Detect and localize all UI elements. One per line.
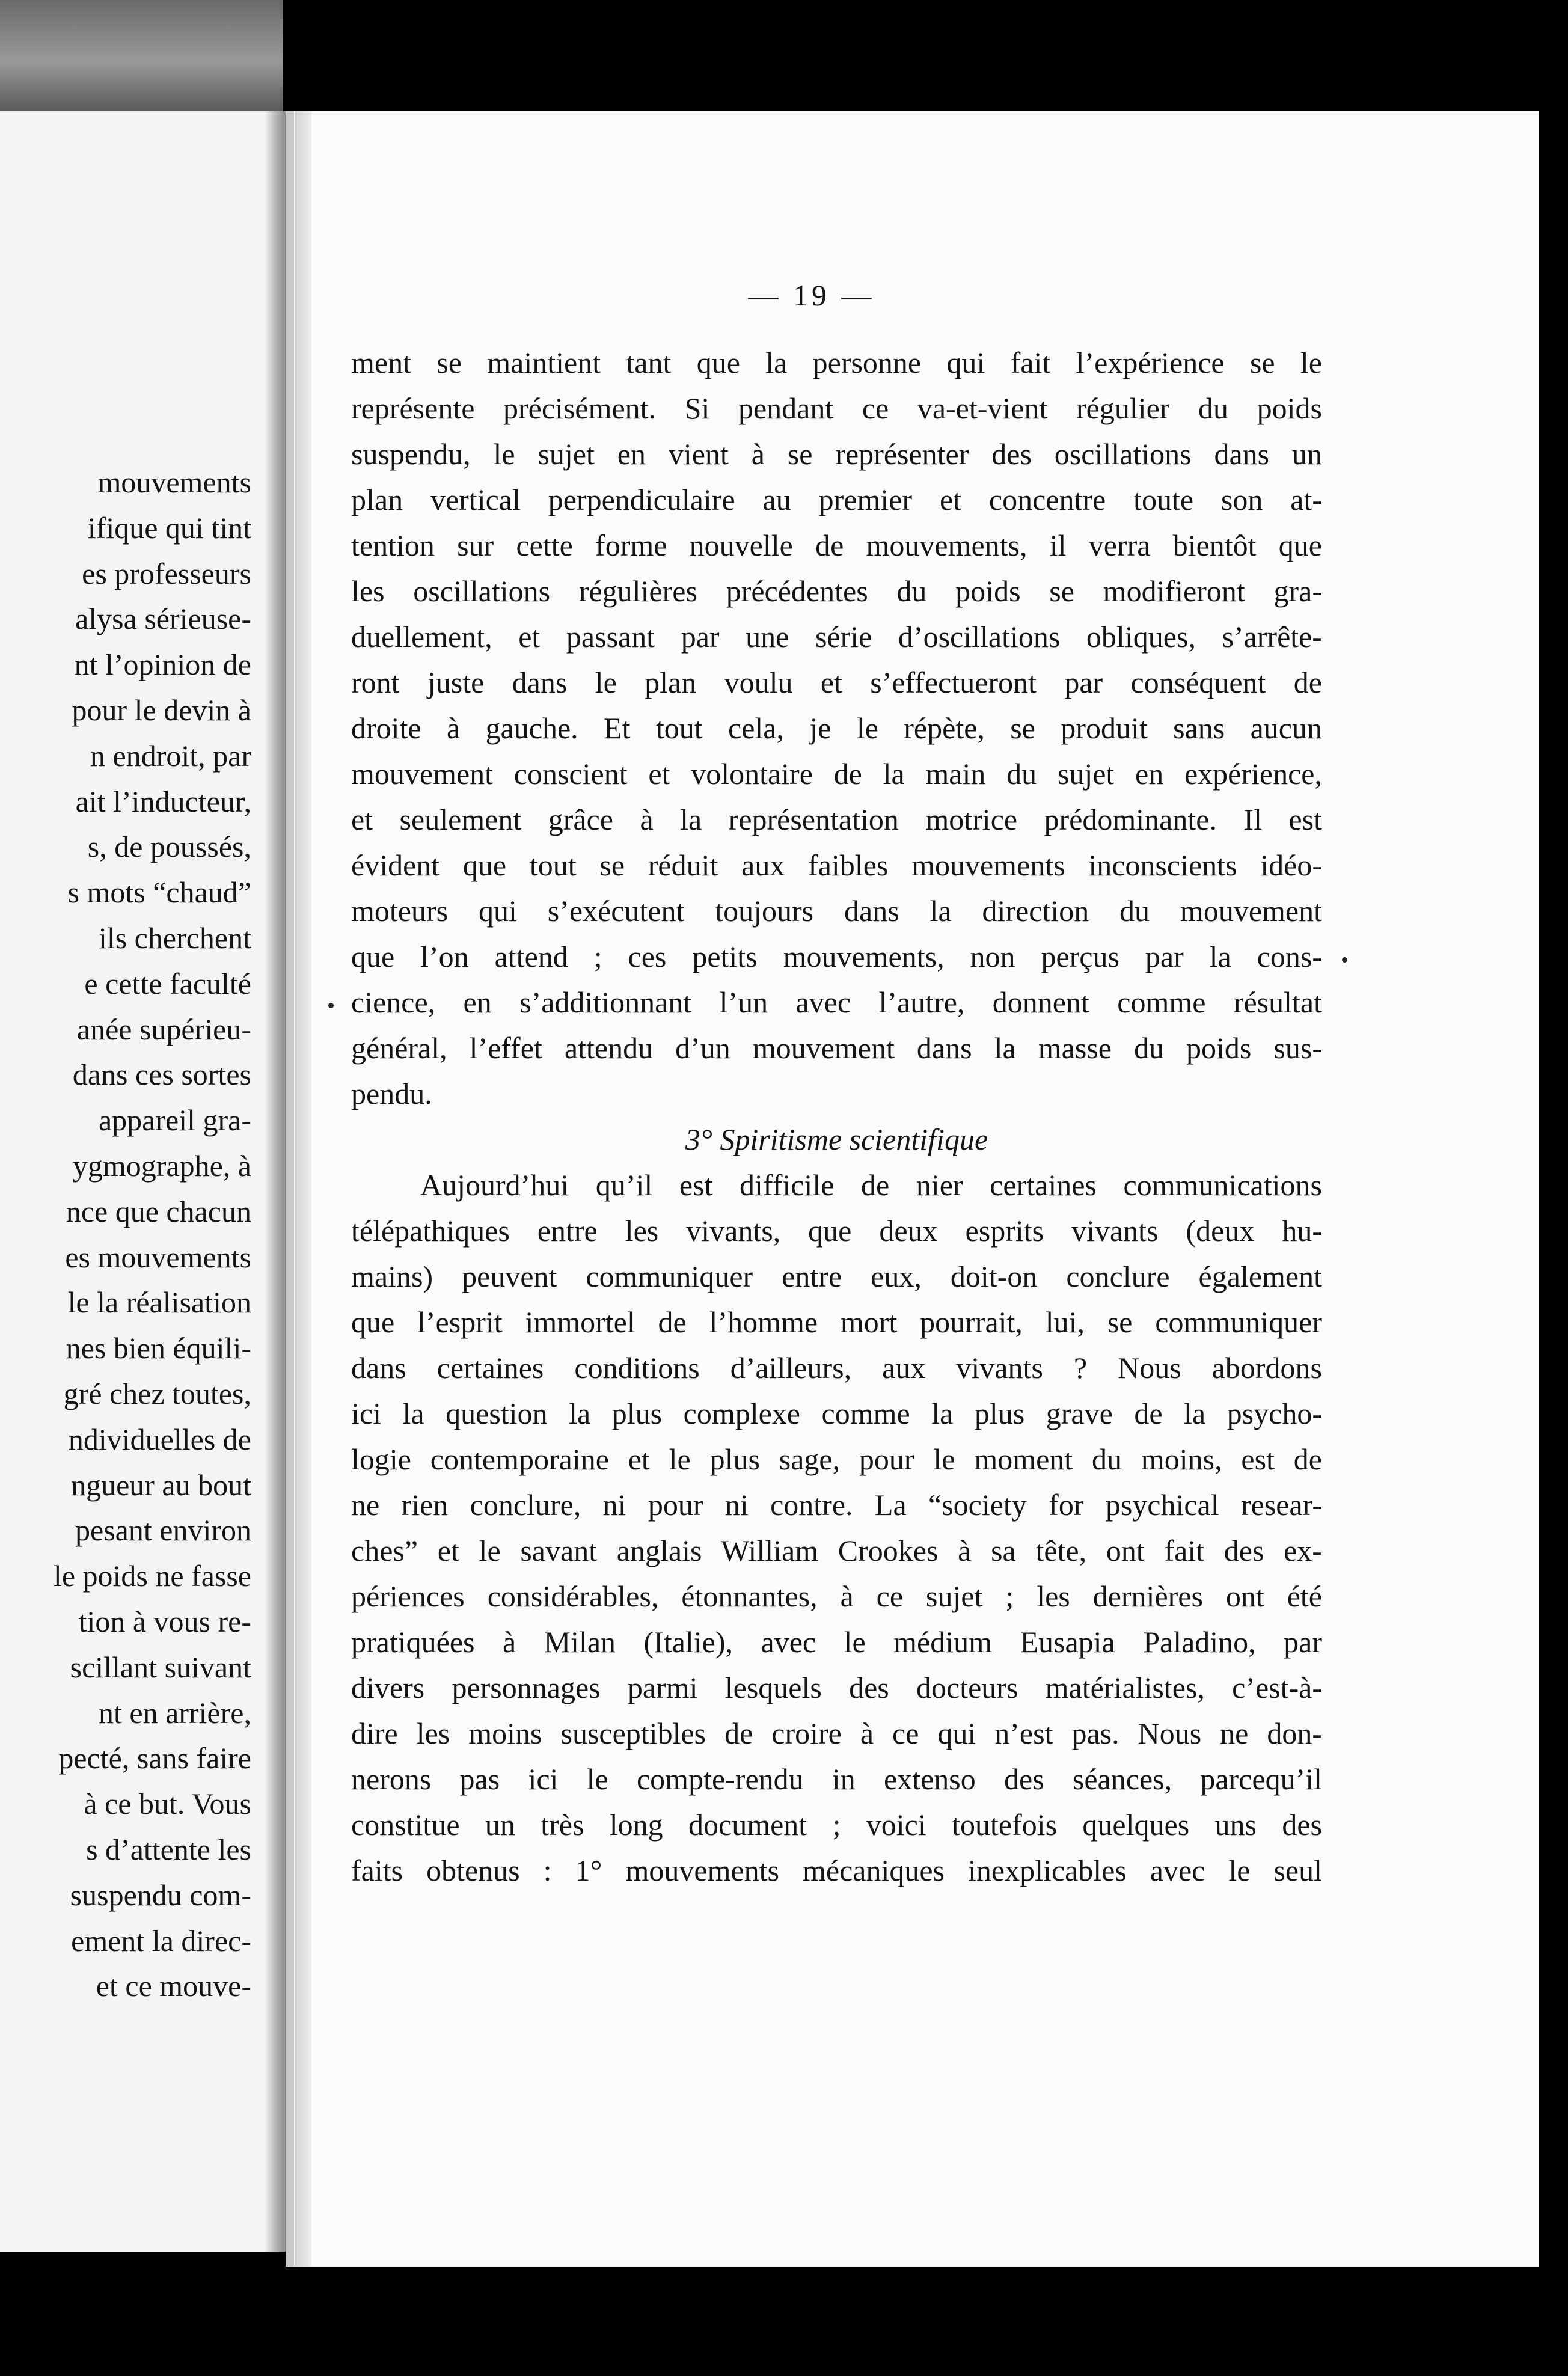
left-line: s, de poussés,: [87, 830, 251, 864]
scan-background-strip: [0, 0, 283, 111]
scan-speck: [1342, 957, 1347, 963]
page-fold-shadow: [295, 111, 311, 2267]
text-line: ment se maintient tant que la personne qui fait l’expérience se le: [351, 346, 1322, 379]
left-line: es professeurs: [82, 556, 251, 590]
left-line: nt en arrière,: [98, 1695, 251, 1730]
left-line: ait l’inducteur,: [75, 784, 251, 818]
left-line: es mouvements: [65, 1240, 251, 1274]
left-line: ifique qui tint: [87, 510, 251, 545]
text-line: que l’on attend ; ces petits mouvements, non perçus par la cons-: [351, 940, 1322, 973]
left-line: scillant suivant: [70, 1650, 251, 1684]
scan-speck: [328, 1003, 334, 1008]
text-line: mains) peuvent communiquer entre eux, doit-on conclure également: [351, 1260, 1322, 1293]
text-line: duellement, et passant par une série d’oscillations obliques, s’arrête-: [351, 620, 1322, 654]
left-line: n endroit, par: [90, 738, 251, 773]
section-heading: 3° Spiritisme scientifique: [685, 1122, 988, 1156]
text-line: représente précisément. Si pendant ce va-et-vient régulier du poids: [351, 391, 1322, 425]
left-line: appareil gra-: [98, 1103, 251, 1137]
left-line: ngueur au bout: [71, 1468, 251, 1502]
text-line: constitue un très long document ; voici toutefois quelques uns des: [351, 1808, 1322, 1842]
text-line: que l’esprit immortel de l’homme mort pourrait, lui, se communiquer: [351, 1305, 1322, 1339]
text-line: général, l’effet attendu d’un mouvement dans la masse du poids sus-: [351, 1031, 1322, 1065]
left-page-edge: [265, 111, 289, 2252]
text-line: pratiquées à Milan (Italie), avec le médium Eusapia Paladino, par: [351, 1625, 1322, 1659]
left-line: le la réalisation: [67, 1285, 251, 1320]
left-line: nt l’opinion de: [74, 648, 251, 682]
left-line: alysa sérieuse-: [75, 602, 251, 636]
left-page-text: [0, 460, 251, 2009]
text-line: Aujourd’hui qu’il est difficile de nier certaines communications: [420, 1168, 1322, 1202]
text-line: logie contemporaine et le plus sage, pour le moment du moins, est de: [351, 1442, 1322, 1476]
left-line: nce que chacun: [66, 1194, 251, 1228]
left-line: ils cherchent: [98, 920, 251, 955]
text-line: suspendu, le sujet en vient à se représenter des oscillations dans un: [351, 437, 1322, 471]
text-line: tention sur cette forme nouvelle de mouvements, il verra bientôt que: [351, 528, 1322, 562]
text-line: mouvement conscient et volontaire de la main du sujet en expérience,: [351, 757, 1322, 791]
text-line: dire les moins susceptibles de croire à ce qui n’est pas. Nous ne don-: [351, 1716, 1322, 1750]
text-line: les oscillations régulières précédentes du poids se modifieront gra-: [351, 574, 1322, 608]
left-line: e cette faculté: [84, 966, 251, 1000]
left-line: ygmographe, à: [72, 1148, 251, 1183]
text-line: divers personnages parmi lesquels des docteurs matérialistes, c’est-à-: [351, 1671, 1322, 1704]
text-line: dans certaines conditions d’ailleurs, aux vivants ? Nous abordons: [351, 1351, 1322, 1385]
left-line: tion à vous re-: [78, 1604, 251, 1638]
text-line: ne rien conclure, ni pour ni contre. La “society for psychical resear-: [351, 1488, 1322, 1522]
text-line: télépathiques entre les vivants, que deux esprits vivants (deux hu-: [351, 1214, 1322, 1248]
text-line: moteurs qui s’exécutent toujours dans la direction du mouvement: [351, 894, 1322, 928]
left-line: dans ces sortes: [72, 1058, 251, 1092]
left-line: ement la direc-: [71, 1923, 251, 1958]
left-line: et ce mouve-: [96, 1969, 251, 2003]
text-line: nerons pas ici le compte-rendu in extenso des séances, parcequ’il: [351, 1762, 1322, 1796]
left-line: s d’attente les: [86, 1832, 251, 1866]
left-line: suspendu com-: [70, 1878, 251, 1912]
text-line: pendu.: [351, 1077, 432, 1110]
text-line: ici la question la plus complexe comme la plus grave de la psycho-: [351, 1397, 1322, 1430]
left-line: anée supérieu-: [76, 1012, 251, 1046]
left-line: mouvements: [97, 465, 251, 499]
left-line: ndividuelles de: [68, 1422, 251, 1456]
text-line: ches” et le savant anglais William Crookes à sa tête, ont fait des ex-: [351, 1534, 1322, 1567]
left-line: pecté, sans faire: [58, 1741, 251, 1775]
left-line: pesant environ: [75, 1513, 251, 1548]
text-line: périences considérables, étonnantes, à ce sujet ; les dernières ont été: [351, 1579, 1322, 1613]
text-line: évident que tout se réduit aux faibles mouvements inconscients idéo-: [351, 848, 1322, 882]
left-line: pour le devin à: [72, 693, 251, 727]
text-line: cience, en s’additionnant l’un avec l’autre, donnent comme résultat: [351, 985, 1322, 1019]
text-line: droite à gauche. Et tout cela, je le répète, se produit sans aucun: [351, 711, 1322, 745]
left-line: nes bien équili-: [66, 1331, 251, 1365]
left-line: à ce but. Vous: [84, 1787, 251, 1821]
text-line: ront juste dans le plan voulu et s’effectueront par conséquent de: [351, 666, 1322, 699]
left-line: gré chez toutes,: [63, 1376, 251, 1410]
text-line: faits obtenus : 1° mouvements mécaniques inexplicables avec le seul: [351, 1854, 1322, 1887]
text-line: et seulement grâce à la représentation motrice prédominante. Il est: [351, 803, 1322, 836]
body-text: [351, 340, 1322, 1893]
page-number: — 19 —: [748, 278, 875, 312]
text-line: plan vertical perpendiculaire au premier et concentre toute son at-: [351, 483, 1322, 516]
left-page: [0, 111, 283, 2252]
left-line: le poids ne fasse: [53, 1559, 251, 1593]
left-line: s mots “chaud”: [67, 875, 251, 910]
